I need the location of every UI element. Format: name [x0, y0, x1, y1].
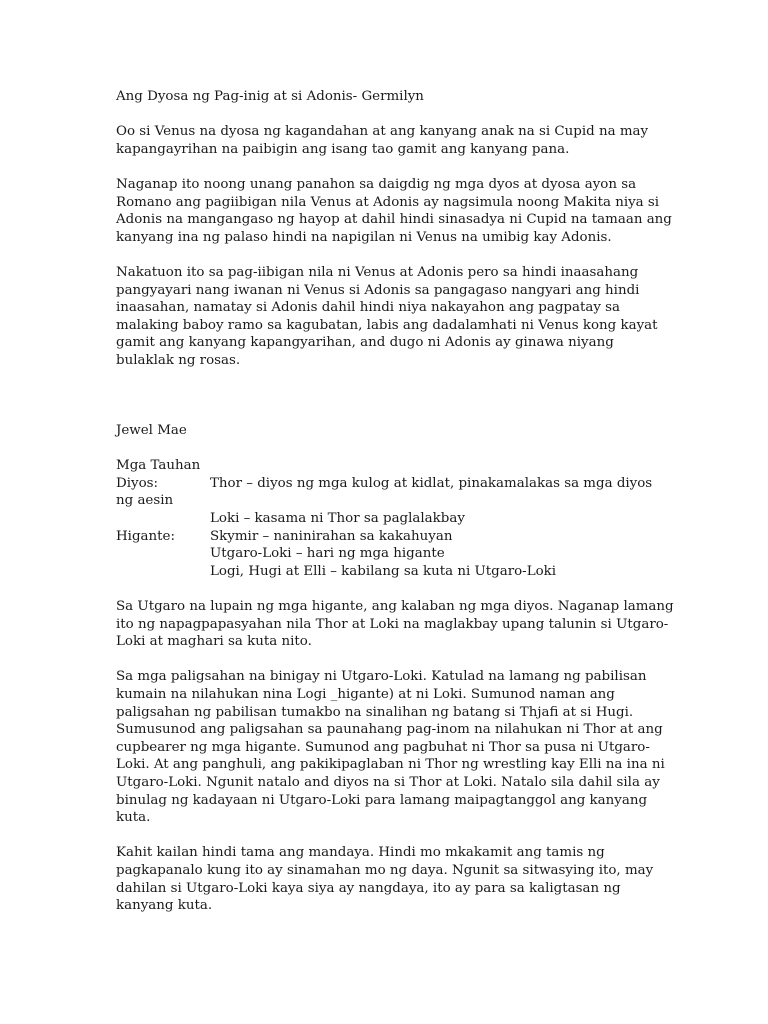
- text-line: ito ng napagpapasyahan nila Thor at Loki na maglakbay upang talunin si Utgaro-: [116, 616, 669, 632]
- cast-row: [116, 528, 656, 546]
- text-line: bulaklak ng rosas.: [116, 352, 241, 368]
- text-line: paligsahan ng pabilisan tumakbo na sinalihan ng batang si Thjafi at si Hugi.: [116, 704, 634, 720]
- text-line: malaking baboy ramo sa kagubatan, labis ang dadalamhati ni Venus kong kayat: [116, 317, 658, 333]
- paragraph-4: [116, 598, 674, 651]
- paragraph-3: [116, 264, 656, 370]
- text-line: gamit ang kanyang kapangyarihan, and dugo ni Adonis ay ginawa niyang: [116, 335, 614, 351]
- paragraph-6: [116, 844, 656, 914]
- cast-value: Logi, Hugi at Elli – kabilang sa kuta ni Utgaro-Loki: [210, 563, 557, 579]
- cast-value: Thor – diyos ng mga kulog at kidlat, pinakamalakas sa mga diyos: [210, 475, 653, 491]
- cast-row: [116, 563, 656, 581]
- cast-value: Loki – kasama ni Thor sa paglalakbay: [210, 511, 465, 527]
- cast-value: [210, 492, 656, 510]
- text-line: Nakatuon ito sa pag-iibigan nila ni Venus at Adonis pero sa hindi inaasahang: [116, 264, 639, 280]
- text-line: Oo si Venus na dyosa ng kagandahan at ang kanyang anak na si Cupid na may: [116, 124, 649, 140]
- text-line: pangyayari nang iwanan ni Venus si Adonis sa pangagaso nangyari ang hindi: [116, 282, 640, 298]
- section-spacer: [116, 387, 656, 422]
- cast-label: ng aesin: [116, 493, 174, 509]
- cast-heading: Mga Tauhan: [116, 458, 201, 474]
- text-line: kanyang kuta.: [116, 898, 213, 914]
- text-line: inaasahan, namatay si Adonis dahil hindi niya nakayahon ang pagpatay sa: [116, 300, 621, 316]
- cast-label: [116, 563, 210, 581]
- text-line: binulag ng kadayaan ni Utgaro-Loki para lamang maipagtanggol ang kanyang: [116, 792, 648, 808]
- text-line: kapangayrihan na paibigin ang isang tao gamit ang kanyang pana.: [116, 141, 570, 157]
- cast-value: Utgaro-Loki – hari ng mga higante: [210, 546, 445, 562]
- document-title: Ang Dyosa ng Pag-inig at si Adonis- Germilyn: [116, 89, 424, 104]
- text-line: Sumusunod ang paligsahan sa paunahang pag-inom na nilahukan ni Thor at ang: [116, 722, 663, 738]
- text-line: Sa mga paligsahan na binigay ni Utgaro-Loki. Katulad na lamang ng pabilisan: [116, 669, 647, 685]
- cast-row: [116, 545, 656, 563]
- text-line: Naganap ito noong unang panahon sa daigdig ng mga dyos at dyosa ayon sa: [116, 176, 637, 192]
- paragraph-1: [116, 123, 656, 158]
- cast-row: [116, 475, 656, 493]
- paragraph-2: [116, 176, 672, 246]
- author-line: Jewel Mae: [116, 423, 187, 439]
- cast-label: [116, 545, 210, 563]
- text-line: kumain na nilahukan nina Logi _higante) at ni Loki. Sumunod naman ang: [116, 687, 615, 702]
- text-line: Adonis na mangangaso ng hayop at dahil hindi sinasadya ni Cupid na tamaan ang: [116, 212, 672, 228]
- cast-label: Higante:: [116, 528, 175, 544]
- text-line: Loki at maghari sa kuta nito.: [116, 634, 312, 650]
- cast-label: Diyos:: [116, 475, 159, 491]
- text-line: kanyang ina ng palaso hindi na napigilan ni Venus na umibig kay Adonis.: [116, 229, 612, 245]
- text-line: pagkapanalo kung ito ay sinamahan mo ng daya. Ngunit sa sitwasying ito, may: [116, 862, 654, 878]
- paragraph-5: [116, 668, 665, 826]
- cast-row: [116, 492, 656, 510]
- text-line: dahilan si Utgaro-Loki kaya siya ay nangdaya, ito ay para sa kaligtasan ng: [116, 880, 621, 896]
- text-line: cupbearer ng mga higante. Sumunod ang pagbuhat ni Thor sa pusa ni Utgaro-: [116, 739, 650, 755]
- cast-label: [116, 510, 210, 528]
- cast-value: Skymir – naninirahan sa kakahuyan: [210, 528, 453, 544]
- cast-list: [116, 457, 656, 580]
- text-line: Loki. At ang panghuli, ang pakikipaglaban ni Thor ng wrestling kay Elli na ina ni: [116, 757, 665, 773]
- document-page: [116, 88, 674, 932]
- cast-row: [116, 510, 656, 528]
- text-line: kuta.: [116, 810, 151, 826]
- text-line: Utgaro-Loki. Ngunit natalo and diyos na si Thor at Loki. Natalo sila dahil sila ay: [116, 774, 660, 790]
- text-line: Romano ang pagiibigan nila Venus at Adonis ay nagsimula noong Makita niya si: [116, 194, 660, 210]
- text-line: Sa Utgaro na lupain ng mga higante, ang kalaban ng mga diyos. Naganap lamang: [116, 599, 674, 615]
- text-line: Kahit kailan hindi tama ang mandaya. Hindi mo mkakamit ang tamis ng: [116, 845, 605, 861]
